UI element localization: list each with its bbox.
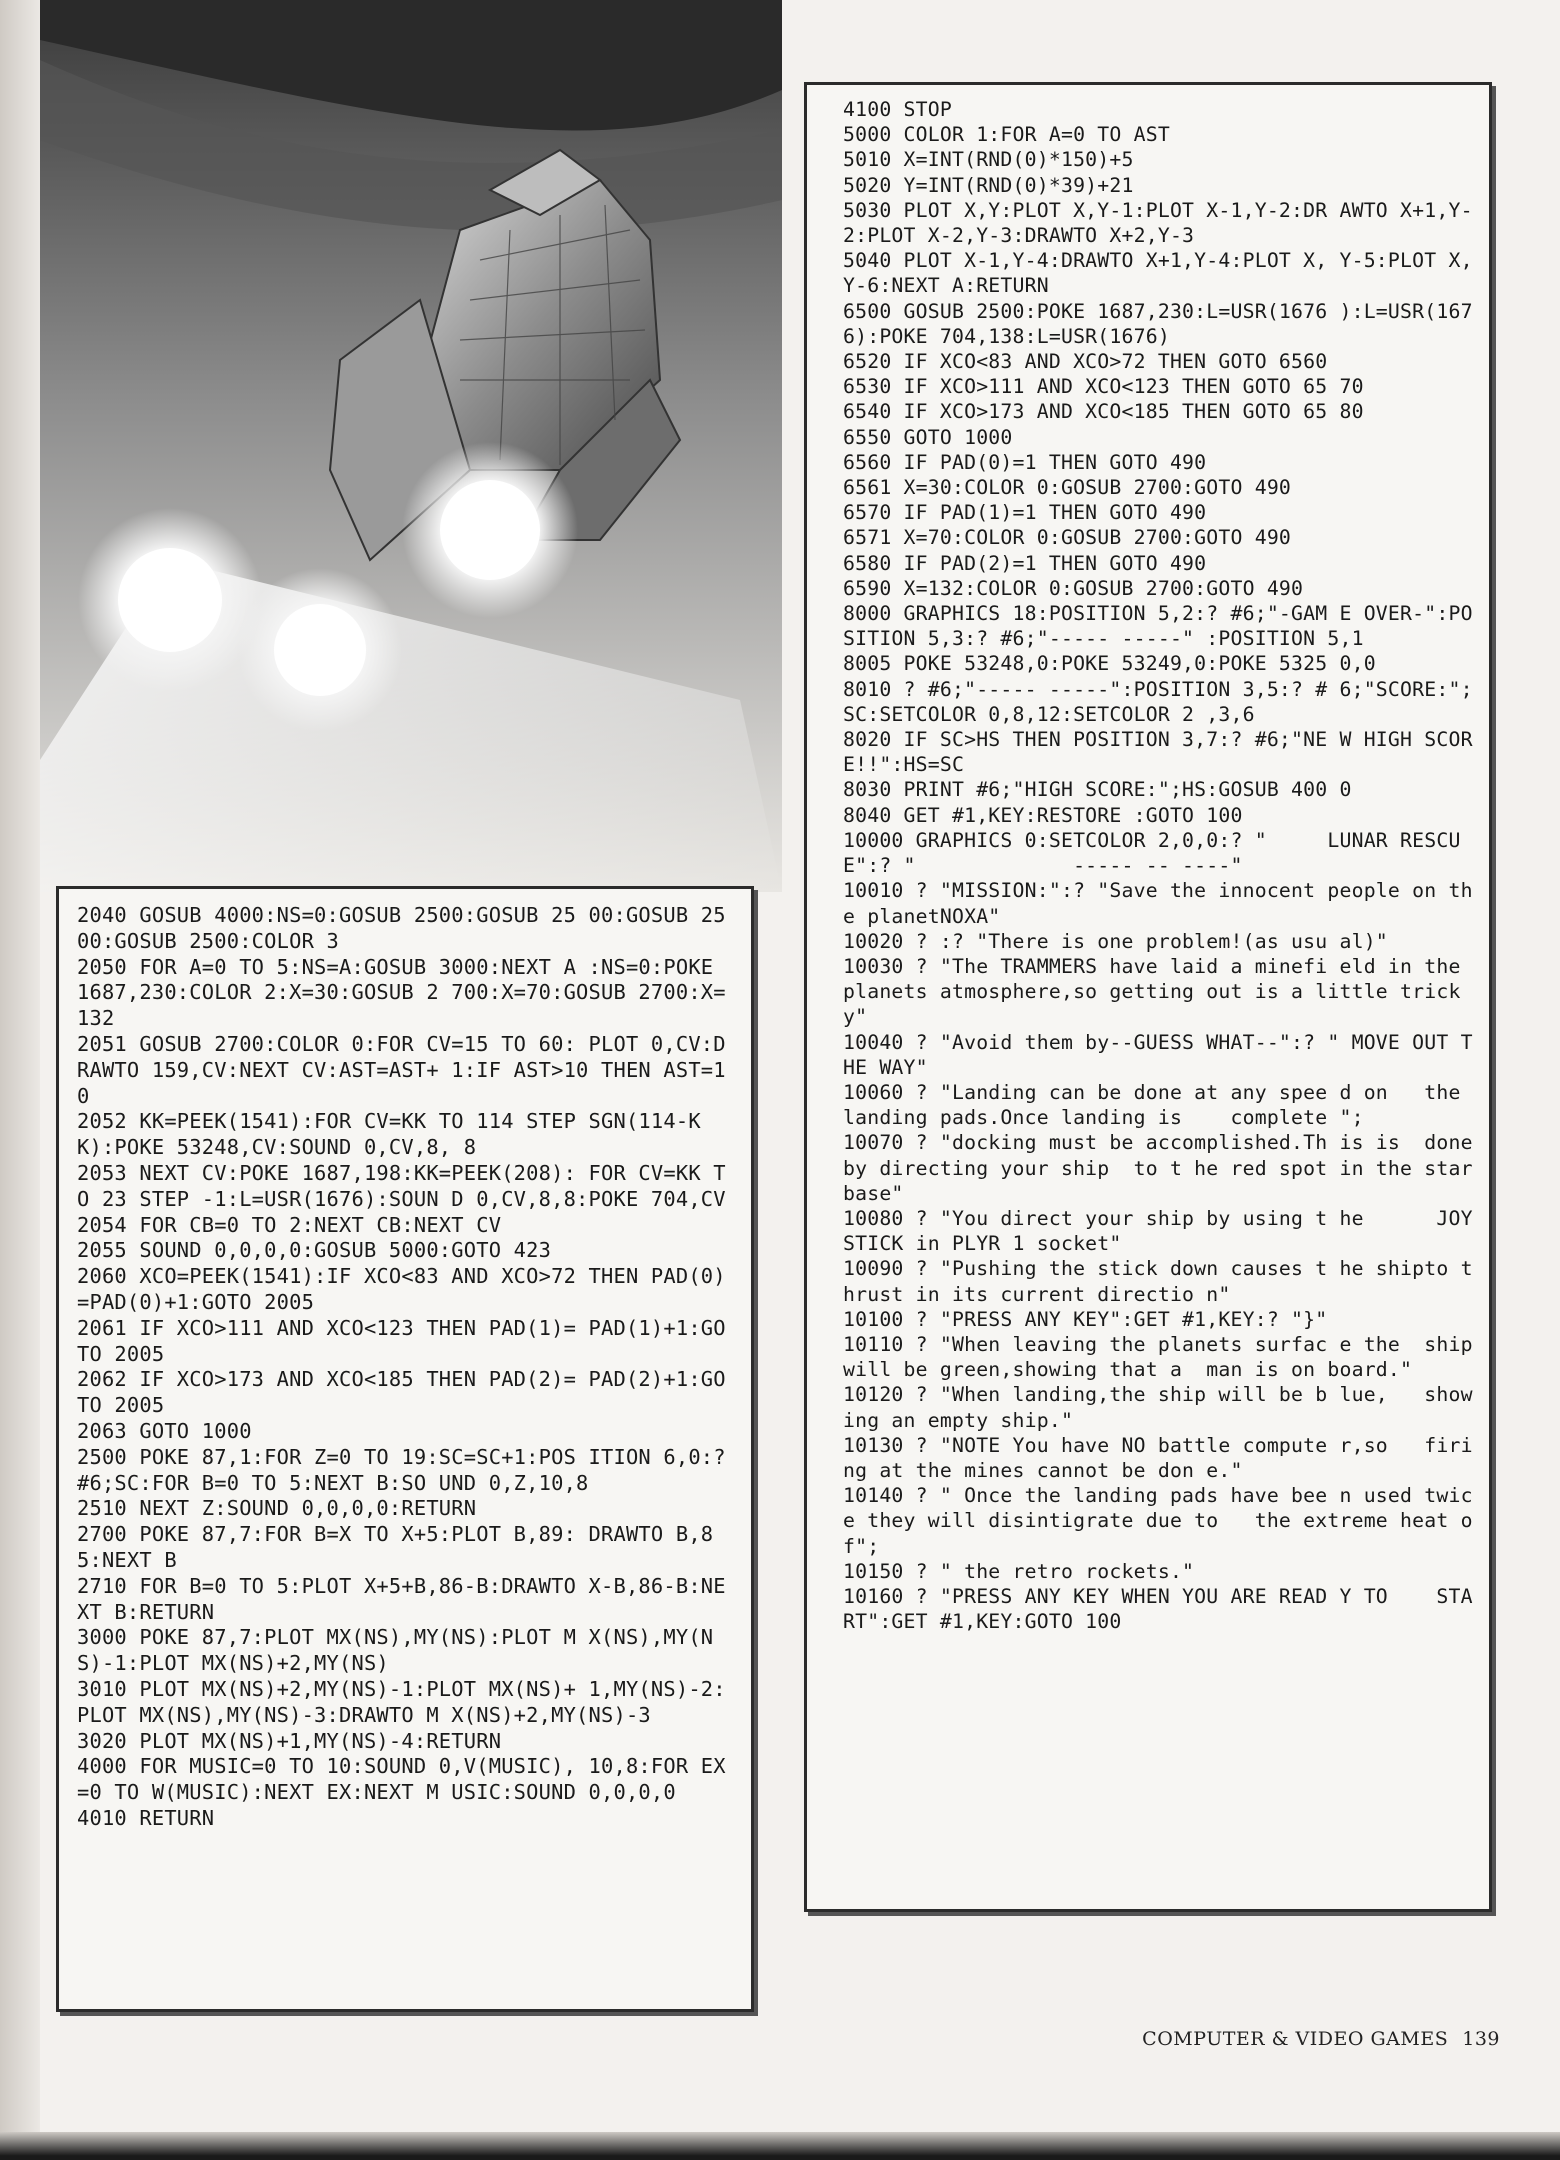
code-line: 6520 IF XCO<83 AND XCO>72 THEN GOTO 6560 xyxy=(843,350,1328,374)
code-line: 8010 ? #6;"----- -----":POSITION 3,5:? # 6;"SCORE:";SC:SETCOLOR 0,8,12:SETCOLOR 2 ,3,6 xyxy=(843,677,1473,726)
code-line: 10010 ? "MISSION:":? "Save the innocent people on the planetNOXA" xyxy=(843,879,1473,928)
code-line: 2050 FOR A=0 TO 5:NS=A:GOSUB 3000:NEXT A :NS=0:POKE 1687,230:COLOR 2:X=30:GOSUB 2 700:X=70:GOSUB 2700:X=132 xyxy=(77,954,726,1031)
code-line: 6571 X=70:COLOR 0:GOSUB 2700:GOTO 490 xyxy=(843,526,1292,550)
code-line: 10060 ? "Landing can be done at any spee d on the landing pads.Once landing is complete "; xyxy=(843,1080,1473,1130)
code-line: 6550 GOTO 1000 xyxy=(843,425,1013,449)
page-footer xyxy=(1080,2028,1500,2050)
code-line: 5020 Y=INT(RND(0)*39)+21 xyxy=(843,173,1134,197)
code-line: 6500 GOSUB 2500:POKE 1687,230:L=USR(1676 ):L=USR(1676):POKE 704,138:L=USR(1676) xyxy=(843,299,1473,348)
code-line: 10130 ? "NOTE You have NO battle compute r,so firing at the mines cannot be don e." xyxy=(843,1433,1473,1482)
code-line: 2700 POKE 87,7:FOR B=X TO X+5:PLOT B,89: DRAWTO B,85:NEXT B xyxy=(77,1522,714,1572)
code-line: 8020 IF SC>HS THEN POSITION 3,7:? #6;"NE W HIGH SCORE!!":HS=SC xyxy=(843,728,1473,777)
code-line: 10020 ? :? "There is one problem!(as usu al)" xyxy=(843,929,1388,953)
code-line: 10070 ? "docking must be accomplished.Th is is done by directing your ship to t he red spot in the starbase" xyxy=(843,1131,1485,1205)
code-line: 2710 FOR B=0 TO 5:PLOT X+5+B,86-B:DRAWTO X-B,86-B:NEXT B:RETURN xyxy=(77,1573,726,1624)
code-line: 10150 ? " the retro rockets." xyxy=(843,1559,1195,1583)
spaceship-icon xyxy=(40,0,782,892)
code-line: 6580 IF PAD(2)=1 THEN GOTO 490 xyxy=(843,551,1207,575)
code-line: 3010 PLOT MX(NS)+2,MY(NS)-1:PLOT MX(NS)+ 1,MY(NS)-2:PLOT MX(NS),MY(NS)-3:DRAWTO M X(NS)+2,MY(NS)-3 xyxy=(77,1676,726,1727)
code-line: 2060 XCO=PEEK(1541):IF XCO<83 AND XCO>72 THEN PAD(0)=PAD(0)+1:GOTO 2005 xyxy=(77,1264,726,1314)
code-line: 10090 ? "Pushing the stick down causes t he shipto thrust in its current directio n" xyxy=(843,1257,1473,1306)
code-line: 2063 GOTO 1000 xyxy=(77,1418,252,1443)
code-line: 8030 PRINT #6;"HIGH SCORE:";HS:GOSUB 400 0 xyxy=(843,778,1352,802)
code-line: 8040 GET #1,KEY:RESTORE :GOTO 100 xyxy=(843,803,1243,827)
code-line: 8000 GRAPHICS 18:POSITION 5,2:? #6;"-GAM E OVER-":POSITION 5,3:? #6;"----- -----" :POSITION 5,1 xyxy=(843,602,1473,651)
code-line: 6560 IF PAD(0)=1 THEN GOTO 490 xyxy=(843,450,1207,474)
code-line: 3000 POKE 87,7:PLOT MX(NS),MY(NS):PLOT M X(NS),MY(NS)-1:PLOT MX(NS)+2,MY(NS) xyxy=(77,1625,714,1676)
code-line: 6570 IF PAD(1)=1 THEN GOTO 490 xyxy=(843,501,1207,525)
code-line: 2054 FOR CB=0 TO 2:NEXT CB:NEXT CV xyxy=(77,1212,502,1237)
code-line: 4000 FOR MUSIC=0 TO 10:SOUND 0,V(MUSIC), 10,8:FOR EX=0 TO W(MUSIC):NEXT EX:NEXT M USIC:SOUND 0,0,0,0 xyxy=(77,1754,726,1805)
code-line: 2051 GOSUB 2700:COLOR 0:FOR CV=15 TO 60: PLOT 0,CV:DRAWTO 159,CV:NEXT CV:AST=AST+ 1:IF AST>10 THEN AST=10 xyxy=(77,1031,726,1108)
code-line: 5010 X=INT(RND(0)*150)+5 xyxy=(843,148,1134,172)
page-number: 139 xyxy=(1462,2028,1500,2050)
code-listing-right xyxy=(804,82,1492,1912)
code-line: 2040 GOSUB 4000:NS=0:GOSUB 2500:GOSUB 25 00:GOSUB 2500:GOSUB 2500:COLOR 3 xyxy=(77,903,726,953)
code-line: 5040 PLOT X-1,Y-4:DRAWTO X+1,Y-4:PLOT X, Y-5:PLOT X,Y-6:NEXT A:RETURN xyxy=(843,249,1473,298)
code-line: 10100 ? "PRESS ANY KEY":GET #1,KEY:? "}" xyxy=(843,1307,1328,1331)
code-line: 10030 ? "The TRAMMERS have laid a minefi eld in the planets atmosphere,so getting out is a little tricky" xyxy=(843,954,1473,1029)
code-line: 8005 POKE 53248,0:POKE 53249,0:POKE 5325 0,0 xyxy=(843,652,1376,676)
code-line: 5000 COLOR 1:FOR A=0 TO AST xyxy=(843,123,1170,147)
code-line: 6530 IF XCO>111 AND XCO<123 THEN GOTO 65 70 xyxy=(843,375,1364,399)
spaceship-illustration xyxy=(40,0,782,892)
code-listing-left xyxy=(56,886,754,2012)
code-line: 10040 ? "Avoid them by--GUESS WHAT--":? " MOVE OUT THE WAY" xyxy=(843,1030,1473,1079)
code-line: 10160 ? "PRESS ANY KEY WHEN YOU ARE READ Y TO START":GET #1,KEY:GOTO 100 xyxy=(843,1584,1473,1634)
code-line: 4010 RETURN xyxy=(77,1805,215,1830)
code-line: 2062 IF XCO>173 AND XCO<185 THEN PAD(2)= PAD(2)+1:GOTO 2005 xyxy=(77,1367,726,1418)
code-line: 5030 PLOT X,Y:PLOT X,Y-1:PLOT X-1,Y-2:DR AWTO X+1,Y-2:PLOT X-2,Y-3:DRAWTO X+2,Y-3 xyxy=(843,198,1473,248)
code-line: 2061 IF XCO>111 AND XCO<123 THEN PAD(1)= PAD(1)+1:GOTO 2005 xyxy=(77,1315,726,1366)
publication-name: COMPUTER & VIDEO GAMES xyxy=(1142,2028,1449,2050)
code-line: 2500 POKE 87,1:FOR Z=0 TO 19:SC=SC+1:POS ITION 6,0:? #6;SC:FOR B=0 TO 5:NEXT B:SO UND 0,Z,10,8 xyxy=(77,1444,739,1495)
code-line: 10000 GRAPHICS 0:SETCOLOR 2,0,0:? " LUNAR RESCUE":? " ----- -- ----" xyxy=(843,828,1461,878)
code-line: 10120 ? "When landing,the ship will be b lue, showing an empty ship." xyxy=(843,1383,1473,1432)
code-line: 6561 X=30:COLOR 0:GOSUB 2700:GOTO 490 xyxy=(843,476,1292,500)
page-gutter xyxy=(0,0,40,2160)
code-line: 2052 KK=PEEK(1541):FOR CV=KK TO 114 STEP SGN(114-KK):POKE 53248,CV:SOUND 0,CV,8, 8 xyxy=(77,1109,701,1160)
code-line: 6540 IF XCO>173 AND XCO<185 THEN GOTO 65 80 xyxy=(843,400,1364,424)
code-line: 10110 ? "When leaving the planets surfac e the ship will be green,showing that a man is on board." xyxy=(843,1332,1485,1382)
code-line: 2053 NEXT CV:POKE 1687,198:KK=PEEK(208): FOR CV=KK TO 23 STEP -1:L=USR(1676):SOUN D 0,CV,8,8:POKE 704,CV xyxy=(77,1160,726,1211)
code-line: 6590 X=132:COLOR 0:GOSUB 2700:GOTO 490 xyxy=(843,576,1304,600)
code-line: 4100 STOP xyxy=(843,98,952,121)
code-line: 10140 ? " Once the landing pads have bee n used twice they will disintigrate due to the extreme heat of"; xyxy=(843,1484,1473,1558)
code-line: 10080 ? "You direct your ship by using t he JOYSTICK in PLYR 1 socket" xyxy=(843,1206,1473,1256)
page-bottom-shadow xyxy=(0,2132,1560,2160)
code-line: 2510 NEXT Z:SOUND 0,0,0,0:RETURN xyxy=(77,1496,477,1521)
code-line: 3020 PLOT MX(NS)+1,MY(NS)-4:RETURN xyxy=(77,1728,502,1753)
code-line: 2055 SOUND 0,0,0,0:GOSUB 5000:GOTO 423 xyxy=(77,1238,552,1263)
